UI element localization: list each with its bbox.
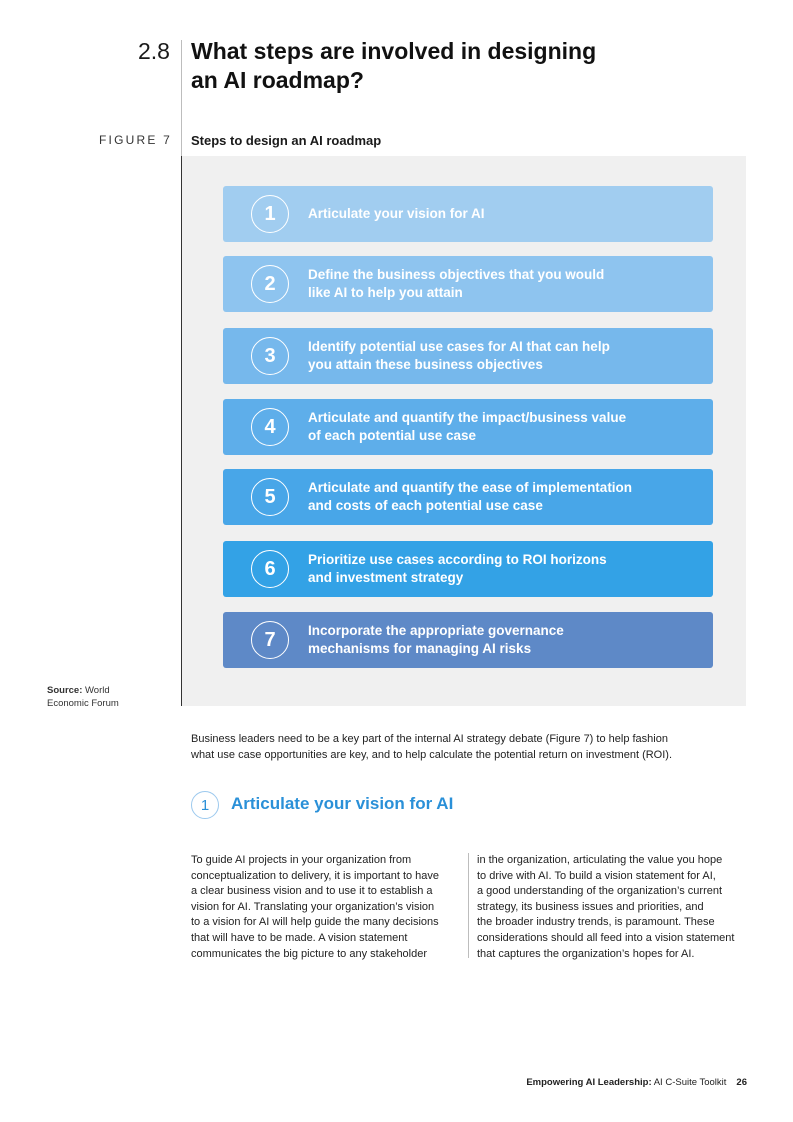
body-line: the broader industry trends, is paramount. These	[477, 916, 715, 929]
step-number-badge: 1	[251, 195, 289, 233]
page-footer	[526, 1077, 747, 1088]
step-number-badge: 2	[251, 265, 289, 303]
footer-title-bold: Empowering AI Leadership:	[526, 1077, 652, 1088]
body-line: considerations should all feed into a vision statement	[477, 931, 735, 944]
step-number-badge: 6	[251, 550, 289, 588]
step-text-line2: and investment strategy	[308, 570, 464, 585]
section-number: 2.8	[138, 38, 170, 64]
source-line1: World	[85, 685, 110, 696]
source-label: Source:	[47, 685, 83, 696]
source-line2: Economic Forum	[47, 698, 119, 709]
body-line: that captures the organization’s hopes for AI.	[477, 947, 695, 960]
step-text-line1: Articulate and quantify the impact/business value	[308, 410, 627, 425]
step-text	[308, 205, 693, 223]
step-number-badge: 7	[251, 621, 289, 659]
figure-label: FIGURE 7	[99, 133, 172, 147]
figure-title: Steps to design an AI roadmap	[191, 133, 382, 148]
roadmap-step-3	[223, 328, 713, 384]
step-text-line1: Prioritize use cases according to ROI horizons	[308, 552, 607, 567]
body-line: that will have to be made. A vision statement	[191, 931, 408, 944]
step-text	[308, 338, 693, 374]
page-number: 26	[736, 1077, 747, 1088]
roadmap-step-1	[223, 186, 713, 242]
step-number-badge: 5	[251, 478, 289, 516]
body-line: strategy, its business issues and priorities, and	[477, 900, 704, 913]
step-text	[308, 622, 693, 658]
step-text	[308, 266, 693, 302]
body-line: to a vision for AI will help guide the many decisions	[191, 916, 439, 929]
step-number-badge: 3	[251, 337, 289, 375]
header-divider	[181, 40, 182, 160]
intro-paragraph	[191, 731, 721, 763]
roadmap-step-7	[223, 612, 713, 668]
subsection-number-badge: 1	[191, 791, 219, 819]
step-text-line1: Define the business objectives that you would	[308, 267, 605, 282]
body-line: conceptualization to delivery, it is important to have	[191, 869, 440, 882]
body-line: in the organization, articulating the value you hope	[477, 854, 723, 866]
step-text-line2: you attain these business objectives	[308, 357, 543, 372]
step-text	[308, 479, 693, 515]
page-title-line2: an AI roadmap?	[191, 67, 364, 93]
step-text-line1: Articulate your vision for AI	[308, 206, 485, 221]
column-divider	[468, 853, 469, 958]
step-text-line2: and costs of each potential use case	[308, 498, 543, 513]
step-text	[308, 409, 693, 445]
page-title-line1: What steps are involved in designing	[191, 38, 597, 64]
body-line: vision for AI. Translating your organization’s vision	[191, 900, 435, 913]
step-text-line2: mechanisms for managing AI risks	[308, 641, 532, 656]
footer-title-rest: AI C-Suite Toolkit	[651, 1077, 727, 1088]
figure-divider	[181, 156, 182, 706]
step-text-line1: Incorporate the appropriate governance	[308, 623, 564, 638]
body-line: to drive with AI. To build a vision statement for AI,	[477, 869, 716, 882]
intro-line1: Business leaders need to be a key part of the internal AI strategy debate (Figure 7) to help fashion	[191, 733, 668, 745]
roadmap-step-5	[223, 469, 713, 525]
step-text-line1: Articulate and quantify the ease of implementation	[308, 480, 633, 495]
body-line: communicates the big picture to any stakeholder	[191, 947, 428, 960]
subsection-title: Articulate your vision for AI	[231, 794, 454, 813]
step-text-line2: of each potential use case	[308, 428, 477, 443]
roadmap-step-6	[223, 541, 713, 597]
intro-line2: what use case opportunities are key, and to help calculate the potential return on investment (ROI).	[191, 749, 673, 761]
figure-source	[47, 684, 119, 710]
step-text-line2: like AI to help you attain	[308, 285, 463, 300]
roadmap-step-2	[223, 256, 713, 312]
body-column-left	[191, 853, 463, 962]
body-line: a good understanding of the organization’s current	[477, 885, 723, 898]
page-title	[191, 37, 651, 95]
step-text	[308, 551, 693, 587]
step-number-badge: 4	[251, 408, 289, 446]
body-column-right	[477, 853, 749, 962]
step-text-line1: Identify potential use cases for AI that can help	[308, 339, 610, 354]
body-line: a clear business vision and to use it to establish a	[191, 885, 433, 898]
body-line: To guide AI projects in your organization from	[191, 854, 412, 866]
roadmap-step-4	[223, 399, 713, 455]
